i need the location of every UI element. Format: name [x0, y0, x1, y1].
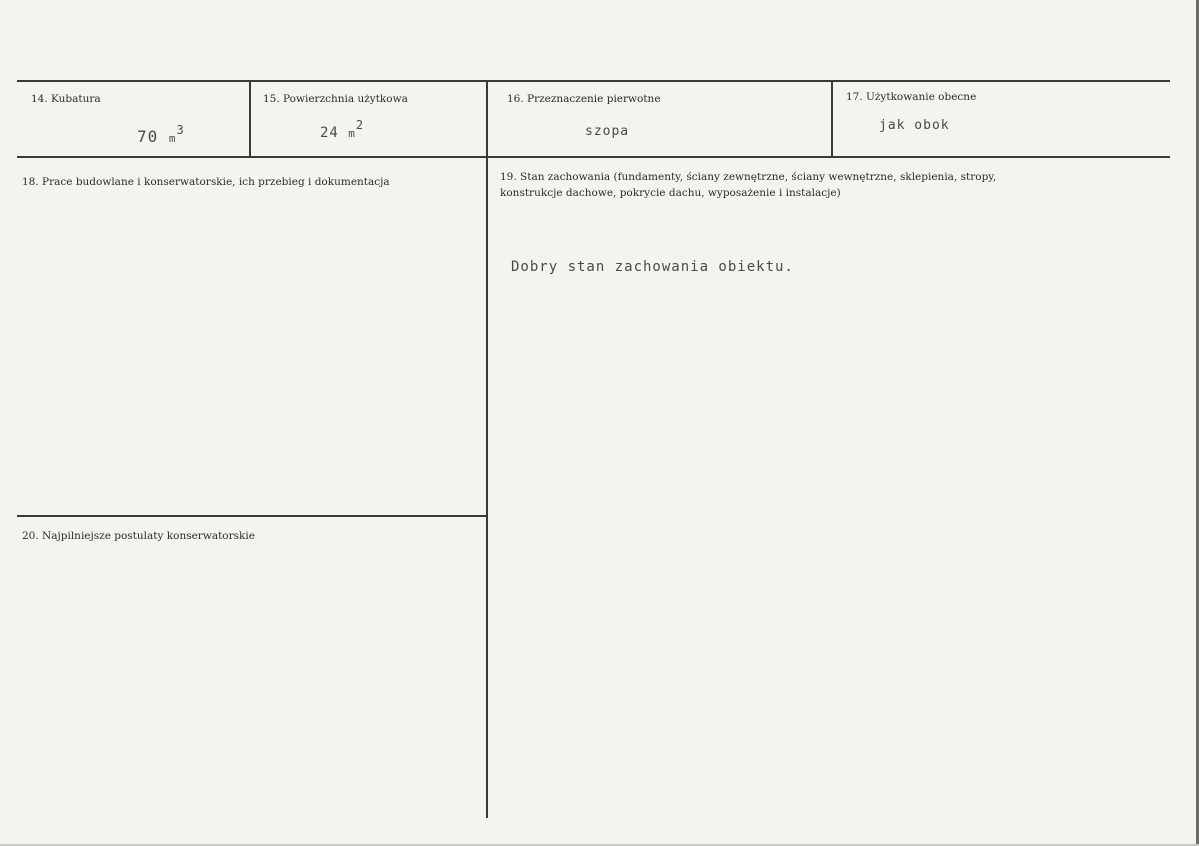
col-divider-1	[249, 81, 251, 157]
field-19-label-line1: 19. Stan zachowania (fundamenty, ściany zewnętrzne, ściany wewnętrzne, sklepienia, stropy,	[500, 171, 997, 183]
top-rule	[17, 80, 1170, 82]
field-17-label: 17. Użytkowanie obecne	[846, 91, 977, 103]
field-18-label: 18. Prace budowlane i konserwatorskie, ich przebieg i dokumentacja	[22, 176, 390, 188]
field-15-value	[320, 118, 365, 141]
row-divider	[17, 156, 1170, 158]
field-19-label-line2: konstrukcje dachowe, pokrycie dachu, wyposażenie i instalacje)	[500, 187, 841, 199]
col-divider-2	[486, 81, 488, 818]
area-number: 24	[320, 125, 339, 141]
field-16-label: 16. Przeznaczenie pierwotne	[507, 93, 661, 105]
field-17-value: jak obok	[879, 118, 950, 133]
field-14-value	[137, 123, 185, 146]
volume-unit: m	[168, 132, 177, 145]
field-15-label: 15. Powierzchnia użytkowa	[263, 93, 408, 105]
volume-number: 70	[137, 127, 159, 146]
field-20-label: 20. Najpilniejsze postulaty konserwatorskie	[22, 530, 255, 542]
field-19-label	[500, 169, 1060, 201]
field-19-value: Dobry stan zachowania obiektu.	[511, 259, 794, 275]
area-exponent: 2	[355, 118, 365, 132]
volume-exponent: 3	[176, 123, 185, 137]
field-14-label: 14. Kubatura	[31, 93, 101, 105]
col-divider-3	[831, 81, 833, 157]
section-divider	[17, 515, 486, 517]
field-16-value: szopa	[585, 124, 630, 139]
area-unit: m	[348, 127, 356, 140]
